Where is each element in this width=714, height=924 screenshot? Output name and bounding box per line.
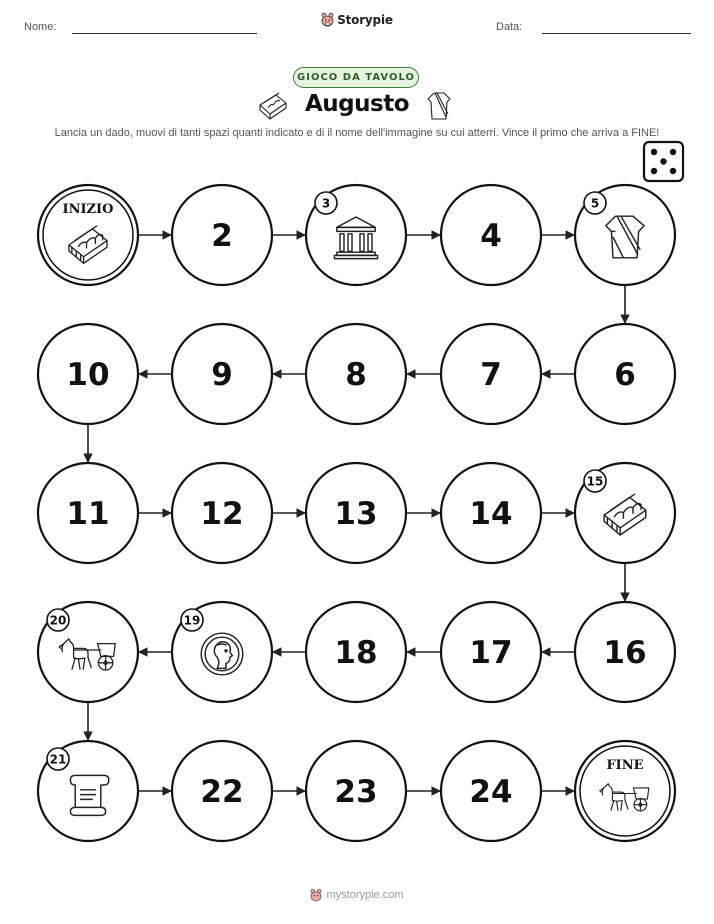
space-number: 9 bbox=[211, 357, 233, 393]
name-label: Nome: bbox=[24, 21, 57, 33]
space-number: 23 bbox=[334, 774, 378, 810]
instructions: Lancia un dado, muovi di tanti spazi quanti indicato e di il nome dell'immagine su cui atterri. Vince il primo che arriva a FINE! bbox=[54, 127, 660, 139]
brand-name: Storypie bbox=[337, 12, 393, 27]
footer bbox=[0, 887, 714, 906]
board-space-8[interactable] bbox=[306, 324, 406, 424]
space-number: 11 bbox=[66, 496, 110, 532]
storypie-logo-icon bbox=[310, 888, 322, 902]
board-space-24[interactable] bbox=[441, 741, 541, 841]
board-space-17[interactable] bbox=[441, 602, 541, 702]
board-space-22[interactable] bbox=[172, 741, 272, 841]
board-space-23[interactable] bbox=[306, 741, 406, 841]
space-number: 14 bbox=[469, 496, 513, 532]
space-number: 4 bbox=[480, 218, 502, 254]
board-space-3[interactable] bbox=[306, 185, 406, 285]
board-space-14[interactable] bbox=[441, 463, 541, 563]
board-spaces bbox=[38, 185, 675, 841]
board-space-13[interactable] bbox=[306, 463, 406, 563]
space-number: 18 bbox=[334, 635, 378, 671]
space-number-badge: 21 bbox=[49, 752, 67, 767]
dice-icon bbox=[644, 142, 683, 181]
space-number: 10 bbox=[66, 357, 110, 393]
board-space-4[interactable] bbox=[441, 185, 541, 285]
board-space-20[interactable] bbox=[38, 602, 138, 702]
space-number: 24 bbox=[469, 774, 513, 810]
end-label: FINE bbox=[606, 758, 644, 773]
footer-url[interactable]: mystorypie.com bbox=[326, 889, 404, 901]
board-space-16[interactable] bbox=[575, 602, 675, 702]
space-number-badge: 5 bbox=[590, 196, 600, 211]
board-space-10[interactable] bbox=[38, 324, 138, 424]
space-number: 17 bbox=[469, 635, 513, 671]
board-space-19[interactable] bbox=[172, 602, 272, 702]
board-space-9[interactable] bbox=[172, 324, 272, 424]
board-space-15[interactable] bbox=[575, 463, 675, 563]
space-number-badge: 20 bbox=[49, 613, 67, 628]
board-space-11[interactable] bbox=[38, 463, 138, 563]
space-number-badge: 3 bbox=[321, 196, 331, 211]
date-label: Data: bbox=[496, 21, 523, 33]
board-space-21[interactable] bbox=[38, 741, 138, 841]
space-number: 2 bbox=[211, 218, 233, 254]
space-number: 16 bbox=[603, 635, 647, 671]
space-number-badge: 19 bbox=[183, 613, 201, 628]
space-number-badge: 15 bbox=[586, 474, 604, 489]
space-number: 13 bbox=[334, 496, 378, 532]
game-type-badge: GIOCO DA TAVOLO bbox=[293, 67, 419, 88]
space-number: 7 bbox=[480, 357, 502, 393]
board-space-18[interactable] bbox=[306, 602, 406, 702]
page-title: Augusto bbox=[305, 91, 409, 117]
board-space-end[interactable] bbox=[575, 741, 675, 841]
board-space-7[interactable] bbox=[441, 324, 541, 424]
space-number: 6 bbox=[614, 357, 636, 393]
board-space-5[interactable] bbox=[575, 185, 675, 285]
board-space-12[interactable] bbox=[172, 463, 272, 563]
space-number: 22 bbox=[200, 774, 244, 810]
board-space-2[interactable] bbox=[172, 185, 272, 285]
board-space-start[interactable] bbox=[38, 185, 138, 285]
board-space-6[interactable] bbox=[575, 324, 675, 424]
space-number: 8 bbox=[345, 357, 367, 393]
start-label: INIZIO bbox=[62, 202, 114, 217]
space-number: 12 bbox=[200, 496, 244, 532]
